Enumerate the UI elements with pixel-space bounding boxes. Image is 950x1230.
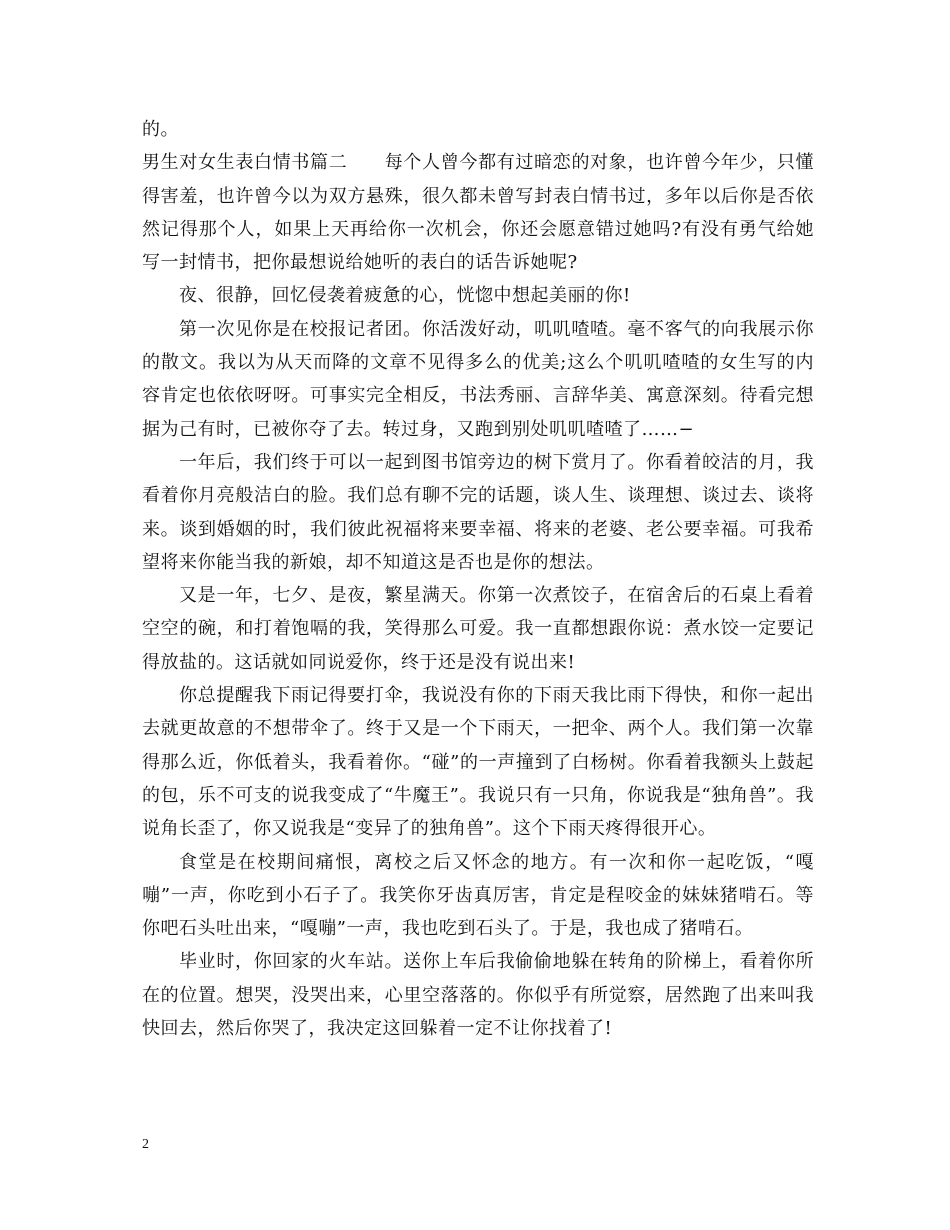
- page-number: 2: [142, 1137, 149, 1152]
- paragraph: 夜、很静，回忆侵袭着疲惫的心，恍惚中想起美丽的你!: [179, 285, 631, 307]
- paragraph-continuation: 的。: [142, 119, 179, 140]
- paragraph: 一年后，我们终于可以一起到图书馆旁边的树下赏月了。你看着皎洁的月，我看着你月亮般洁白的脸。我们总有聊不完的话题，谈人生、谈理想、谈过去、谈将来。谈到婚姻的时，我们彼此祝福将来要幸福、将来的老婆、老公要幸福。可我希望将来你能当我的新娘，却不知道这是否也是你的想法。: [142, 451, 814, 573]
- paragraph: 毕业时，你回家的火车站。送你上车后我偷偷地躲在转角的阶梯上，看着你所在的位置。想哭，没哭出来，心里空落落的。你似乎有所觉察，居然跑了出来叫我快回去，然后你哭了，我决定这回躲着一定不让你找着了!: [142, 951, 814, 1040]
- paragraph: 食堂是在校期间痛恨，离校之后又怀念的地方。有一次和你一起吃饭，“嘎嘣”一声，你吃到小石子了。我笑你牙齿真厉害，肯定是程咬金的妹妹猪啃石。等你吧石头吐出来，“嘎嘣”一声，我也吃到石头了。于是，我也成了猪啃石。: [142, 851, 814, 940]
- paragraph: 又是一年，七夕、是夜，繁星满天。你第一次煮饺子，在宿舍后的石桌上看着空空的碗，和打着饱嗝的我，笑得那么可爱。我一直都想跟你说：煮水饺一定要记得放盐的。这话就如同说爱你，终于还是没有说出来!: [142, 585, 814, 673]
- paragraph: 第一次见你是在校报记者团。你活泼好动，叽叽喳喳。毫不客气的向我展示你的散文。我以为从天而降的文章不见得多么的优美;这么个叽叽喳喳的女生写的内容肯定也依依呀呀。可事实完全相反，书法秀丽、言辞华美、寓意深刻。待看完想据为己有时，已被你夺了去。转过身，又跑到别处叽叽喳喳了……−: [142, 318, 814, 440]
- paragraph: 你总提醒我下雨记得要打伞，我说没有你的下雨天我比雨下得快，和你一起出去就更故意的不想带伞了。终于又是一个下雨天，一把伞、两个人。我们第一次靠得那么近，你低着头，我看着你。“碰”的一声撞到了白杨树。你看着我额头上鼓起的包，乐不可支的说我变成了“牛魔王”。我说只有一只角，你说我是“独角兽”。我说角长歪了，你又说我是“变异了的独角兽”。这个下雨天疼得很开心。: [142, 685, 814, 840]
- paragraph-section-heading: 男生对女生表白情书篇二 每个人曾今都有过暗恋的对象，也许曾今年少，只懂得害羞，也许曾今以为双方悬殊，很久都未曾写封表白情书过，多年以后你是否依然记得那个人，如果上天再给你一次机会，你还会愿意错过她吗?有没有勇气给她写一封情书，把你最想说给她听的表白的话告诉她呢?: [142, 152, 814, 274]
- document-body: [142, 113, 814, 1045]
